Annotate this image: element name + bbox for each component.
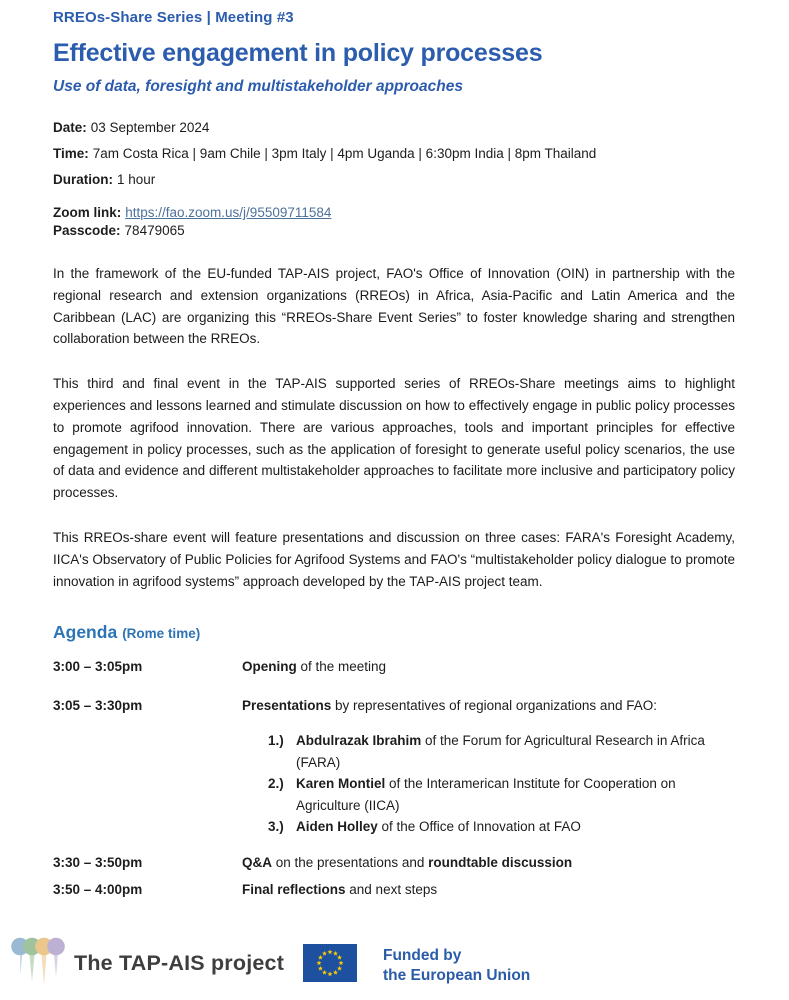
agenda-row-qa bbox=[53, 854, 735, 871]
speaker-name: Aiden Holley bbox=[296, 819, 378, 835]
speaker-number: 2.) bbox=[268, 776, 284, 792]
list-item-speaker-3 bbox=[268, 816, 726, 838]
passcode-line bbox=[53, 222, 735, 240]
speaker-name: Karen Montiel bbox=[296, 776, 386, 792]
agenda-table bbox=[53, 658, 735, 898]
paragraph-framework: In the framework of the EU-funded TAP-AIS project, FAO's Office of Innovation (OIN) in partnership with the regional research and extension organizations (RREOs) in Africa, Asia-Pacific and Latin America and the Caribbean (LAC) are organizing this “RREOs-Share Event Series” to foster knowledge sharing and strengthen collaboration between the RREOs. bbox=[53, 266, 735, 347]
speaker-affiliation: of the Forum for Agricultural Research in Africa (FARA) bbox=[296, 733, 705, 770]
time-label: Time: bbox=[53, 146, 89, 161]
paragraph-event-aims: This third and final event in the TAP-AIS supported series of RREOs-Share meetings aims to highlight experiences and lessons learned and stimulate discussion on how to effectively engage in public policy processes to promote agrifood innovation. There are various approaches, tools and important principles for effective engagement in policy processes, such as the application of foresight to generate useful policy scenarios, the use of data and evidence and different multistakeholder approaches to facilitate more inclusive and participatory policy processes. bbox=[53, 376, 735, 501]
agenda-time: 3:05 – 3:30pm bbox=[53, 698, 143, 714]
agenda-desc bbox=[242, 697, 735, 838]
duration-value: 1 hour bbox=[117, 172, 156, 187]
speaker-name: Abdulrazak Ibrahim bbox=[296, 733, 422, 749]
speaker-number: 1.) bbox=[268, 733, 284, 749]
agenda-desc bbox=[242, 854, 735, 871]
agenda-desc bbox=[242, 658, 735, 675]
agenda-desc-bold: Final reflections bbox=[242, 881, 346, 897]
zoom-info bbox=[53, 204, 735, 239]
tap-ais-logo bbox=[11, 931, 284, 996]
time-value: 7am Costa Rica | 9am Chile | 3pm Italy | 4pm Uganda | 6:30pm India | 8pm Thailand bbox=[92, 146, 597, 161]
speaker-affiliation: of the Office of Innovation at FAO bbox=[377, 819, 581, 835]
agenda-time: 3:50 – 4:00pm bbox=[53, 881, 143, 897]
time-line bbox=[53, 147, 735, 161]
event-details bbox=[53, 121, 735, 187]
document-content bbox=[53, 9, 735, 898]
date-line bbox=[53, 121, 735, 135]
agenda-row-presentations bbox=[53, 697, 735, 838]
agenda-desc-bold: Q&A bbox=[242, 854, 272, 870]
agenda-row-opening bbox=[53, 658, 735, 675]
eu-funding-line1: Funded by bbox=[383, 947, 462, 964]
list-item-speaker-2 bbox=[268, 773, 726, 816]
agenda-timezone-note: (Rome time) bbox=[122, 626, 201, 642]
page-subtitle: Use of data, foresight and multistakeholder approaches bbox=[53, 78, 463, 95]
passcode-value: 78479065 bbox=[124, 222, 185, 238]
speaker-list bbox=[268, 730, 726, 838]
date-label: Date: bbox=[53, 120, 87, 135]
duration-label: Duration: bbox=[53, 172, 113, 187]
tap-ais-logo-icon bbox=[11, 931, 67, 996]
speaker-entry bbox=[296, 773, 726, 816]
eu-flag-icon bbox=[303, 944, 357, 987]
description-paragraphs bbox=[53, 263, 735, 592]
agenda-desc-bold: Presentations bbox=[242, 698, 332, 714]
agenda-title: Agenda bbox=[53, 622, 118, 643]
eu-funding-text bbox=[383, 946, 530, 985]
zoom-link-line bbox=[53, 204, 735, 222]
series-line: RREOs-Share Series | Meeting #3 bbox=[53, 9, 294, 26]
eu-funding-logo bbox=[303, 944, 530, 987]
agenda-time: 3:00 – 3:05pm bbox=[53, 659, 143, 675]
agenda-desc-text: of the meeting bbox=[296, 659, 387, 675]
agenda-time: 3:30 – 3:50pm bbox=[53, 854, 143, 870]
agenda-desc-bold: Opening bbox=[242, 659, 297, 675]
paragraph-cases: This RREOs-share event will feature presentations and discussion on three cases: FARA's Foresight Academy, IICA's Observatory of Public Policies for Agrifood Systems and FAO's “multistakeholder policy dialogue to promote innovation in agrifood systems” approach developed by the TAP-AIS project team. bbox=[53, 529, 735, 589]
passcode-label: Passcode: bbox=[53, 222, 121, 238]
page-title: Effective engagement in policy processes bbox=[53, 39, 543, 67]
zoom-link-label: Zoom link: bbox=[53, 205, 122, 220]
speaker-entry bbox=[296, 730, 726, 773]
agenda-heading bbox=[53, 622, 735, 643]
eu-funding-line2: the European Union bbox=[383, 966, 531, 984]
zoom-meeting-link[interactable]: https://fao.zoom.us/j/95509711584 bbox=[125, 205, 332, 220]
agenda-desc-text: by representatives of regional organizations and FAO: bbox=[331, 698, 657, 714]
agenda-row-final bbox=[53, 881, 735, 898]
list-item-speaker-1 bbox=[268, 730, 726, 773]
tap-ais-label: The TAP-AIS project bbox=[74, 951, 285, 975]
agenda-desc-text: and next steps bbox=[345, 881, 438, 897]
agenda-desc bbox=[242, 881, 735, 898]
speaker-entry bbox=[296, 816, 726, 838]
speaker-affiliation: of the Interamerican Institute for Cooperation on Agriculture (IICA) bbox=[296, 776, 676, 813]
agenda-desc-text: on the presentations and bbox=[272, 854, 429, 870]
date-value: 03 September 2024 bbox=[90, 120, 210, 135]
agenda-desc-bold2: roundtable discussion bbox=[428, 854, 573, 870]
speaker-number: 3.) bbox=[268, 819, 284, 835]
duration-line bbox=[53, 173, 735, 187]
